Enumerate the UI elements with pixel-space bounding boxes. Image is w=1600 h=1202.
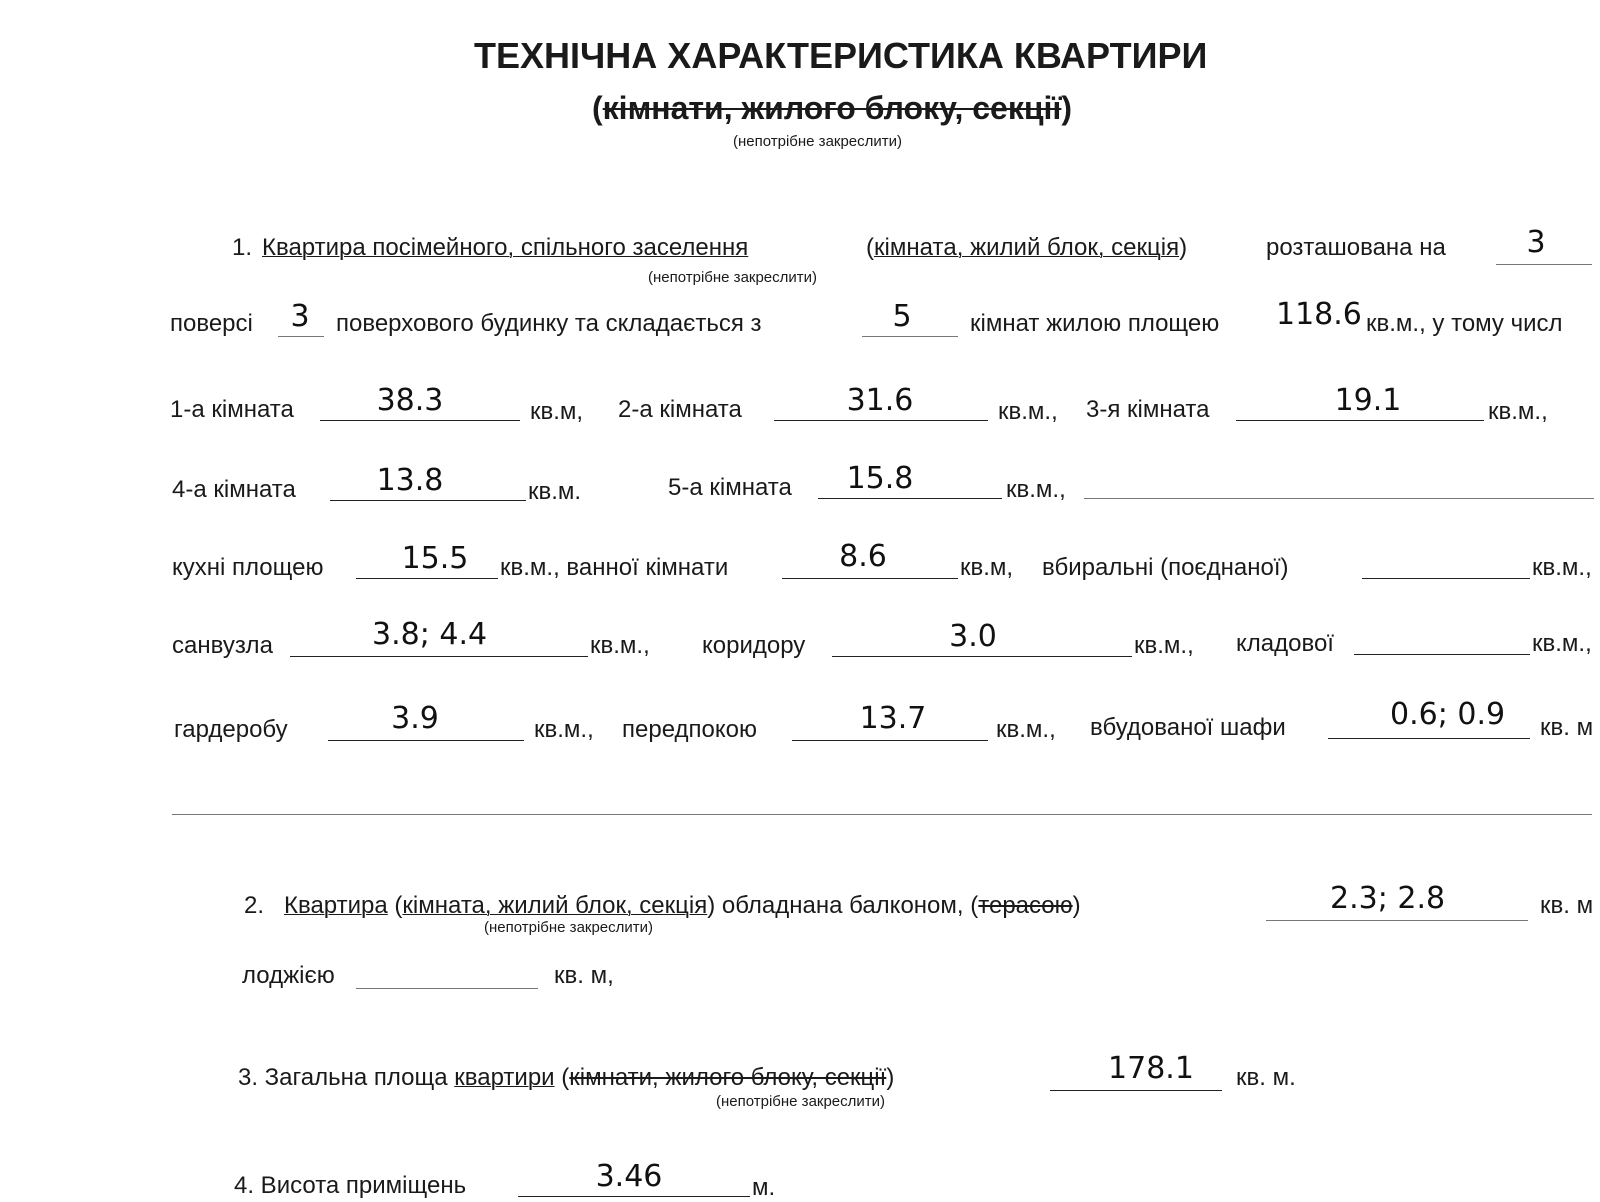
s3-note: (непотрібне закреслити): [716, 1093, 886, 1110]
bath-line: [782, 578, 958, 579]
toilet-unit: кв.м.,: [1532, 554, 1592, 581]
s4-unit: м.: [752, 1174, 776, 1201]
s1-floor-label: поверсі: [170, 310, 253, 337]
s3-total-line: [1050, 1090, 1222, 1091]
s1-close-paren: ): [1179, 234, 1188, 261]
room4-label: 4-а кімната: [172, 476, 296, 503]
s2-open-paren: (: [394, 892, 403, 919]
s3-struck-text: кімнати, жилого блоку, секції: [569, 1064, 887, 1091]
wardrobe-value: 3.9: [391, 701, 439, 736]
s1-floors-total-line: [278, 336, 324, 337]
toilet-label: вбиральні (поєднаної): [1042, 554, 1289, 581]
room2-unit: кв.м.,: [998, 398, 1058, 425]
s2-balcony-line: [1266, 920, 1528, 921]
toilet-line: [1362, 578, 1530, 579]
hall-line: [792, 740, 988, 741]
s2-close-paren: ): [707, 892, 716, 919]
extra-room-line: [1084, 498, 1594, 499]
s1-note: (непотрібне закреслити): [648, 269, 818, 286]
s1-floor-value: 3: [1526, 225, 1546, 260]
s2-unit: кв. м: [1540, 892, 1594, 919]
s3-unit: кв. м.: [1236, 1064, 1296, 1091]
kitchen-value: 15.5: [401, 541, 469, 576]
s4-height-line: [518, 1196, 750, 1197]
s1-rooms-label: кімнат жилою площею: [970, 310, 1220, 337]
s1-rooms-value: 5: [892, 299, 912, 334]
s3-open-paren: (: [561, 1064, 570, 1091]
kitchen-unit-bath-label: кв.м., ванної кімнати: [500, 554, 729, 581]
room1-label: 1-а кімната: [170, 396, 294, 423]
s1-struck-text: кімнатa, жилий блок, секція: [874, 234, 1180, 261]
s1-open-paren: (: [866, 234, 874, 261]
corridor-label: коридору: [702, 632, 806, 659]
s1-floor-line: [1496, 264, 1592, 265]
document-subtitle: [592, 90, 1072, 126]
room3-value: 19.1: [1334, 383, 1402, 418]
corridor-value: 3.0: [949, 619, 997, 654]
pantry-unit: кв.м.,: [1532, 630, 1592, 657]
room3-line: [1236, 420, 1484, 421]
s2-equip-label: обладнана балконом,: [721, 892, 964, 919]
s2-number: 2.: [244, 892, 265, 919]
hall-label: передпокою: [622, 716, 757, 743]
closet-label: вбудованої шафи: [1090, 714, 1286, 741]
room5-line: [818, 498, 1002, 499]
wardrobe-label: гардеробу: [174, 716, 288, 743]
blank-line: [172, 814, 1592, 815]
bath-value: 8.6: [839, 539, 887, 574]
wc-line: [290, 656, 588, 657]
room5-value: 15.8: [846, 461, 914, 496]
document-title: ТЕХНІЧНА ХАРАКТЕРИСТИКА КВАРТИРИ: [474, 35, 1208, 76]
hall-unit: кв.м.,: [996, 716, 1056, 743]
s2-terrace-struck: терасою: [978, 892, 1073, 919]
kitchen-label: кухні площею: [172, 554, 324, 581]
room3-label: 3-я кімната: [1086, 396, 1210, 423]
s1-floors-total-value: 3: [290, 299, 310, 334]
subtitle-close-paren: ): [1061, 90, 1073, 126]
s1-kv-label: Квартира посімейного, спільного заселення: [262, 234, 749, 261]
subtitle-open-paren: (: [592, 90, 603, 126]
room5-unit: кв.м.,: [1006, 476, 1066, 503]
header-note: (непотрібне закреслити): [733, 133, 903, 150]
s1-located-label: розташована на: [1266, 234, 1446, 261]
s4-height-value: 3.46: [595, 1159, 663, 1194]
s1-rooms-line: [862, 336, 958, 337]
room1-line: [320, 420, 520, 421]
hall-value: 13.7: [859, 701, 927, 736]
s1-kind-strike: [866, 234, 1187, 262]
s2-balcony-value: 2.3; 2.8: [1330, 881, 1446, 916]
room2-line: [774, 420, 988, 421]
corridor-line: [832, 656, 1132, 657]
room1-value: 38.3: [376, 383, 444, 418]
room4-value: 13.8: [376, 463, 444, 498]
s1-including-label: кв.м., у тому числ: [1366, 310, 1563, 337]
room1-unit: кв.м,: [530, 398, 584, 425]
s2-note: (непотрібне закреслити): [484, 919, 654, 936]
bath-unit: кв.м,: [960, 554, 1014, 581]
closet-unit: кв. м: [1540, 714, 1594, 741]
room3-unit: кв.м.,: [1488, 398, 1548, 425]
s3-close-paren: ): [886, 1064, 895, 1091]
s1-building-label: поверхового будинку та складається з: [336, 310, 762, 337]
subtitle-struck-text: кімнати, жилого блоку, секції: [602, 90, 1062, 126]
room2-label: 2-а кімната: [618, 396, 742, 423]
s2-terr-close: ): [1072, 892, 1081, 919]
s3-kv-label: квартири: [454, 1064, 555, 1091]
wardrobe-line: [328, 740, 524, 741]
s3-label: 3. Загальна площа: [238, 1064, 448, 1091]
kitchen-line: [356, 578, 498, 579]
loggia-line: [356, 988, 538, 989]
room4-line: [330, 500, 526, 501]
s3-line: [238, 1064, 894, 1092]
s3-total-value: 178.1: [1108, 1051, 1194, 1086]
room2-value: 31.6: [846, 383, 914, 418]
s2-line: [284, 892, 1081, 920]
s4-label: 4. Висота приміщень: [234, 1172, 467, 1199]
wc-label: санвузла: [172, 632, 273, 659]
room5-label: 5-а кімната: [668, 474, 792, 501]
wc-value: 3.8; 4.4: [372, 617, 488, 652]
pantry-line: [1354, 654, 1530, 655]
closet-line: [1328, 738, 1530, 739]
s1-number: 1.: [232, 234, 253, 261]
loggia-unit: кв. м,: [554, 962, 614, 989]
room4-unit: кв.м.: [528, 478, 582, 505]
s2-terr-open: (: [970, 892, 979, 919]
closet-value: 0.6; 0.9: [1390, 697, 1506, 732]
s2-kv-label: Квартира: [284, 892, 388, 919]
s2-struck-text: кімната, жилий блок, секція: [402, 892, 708, 919]
wardrobe-unit: кв.м.,: [534, 716, 594, 743]
pantry-label: кладової: [1236, 630, 1334, 657]
corridor-unit: кв.м.,: [1134, 632, 1194, 659]
loggia-label: лоджією: [242, 962, 335, 989]
wc-unit: кв.м.,: [590, 632, 650, 659]
s1-living-area-value: 118.6: [1276, 297, 1362, 332]
